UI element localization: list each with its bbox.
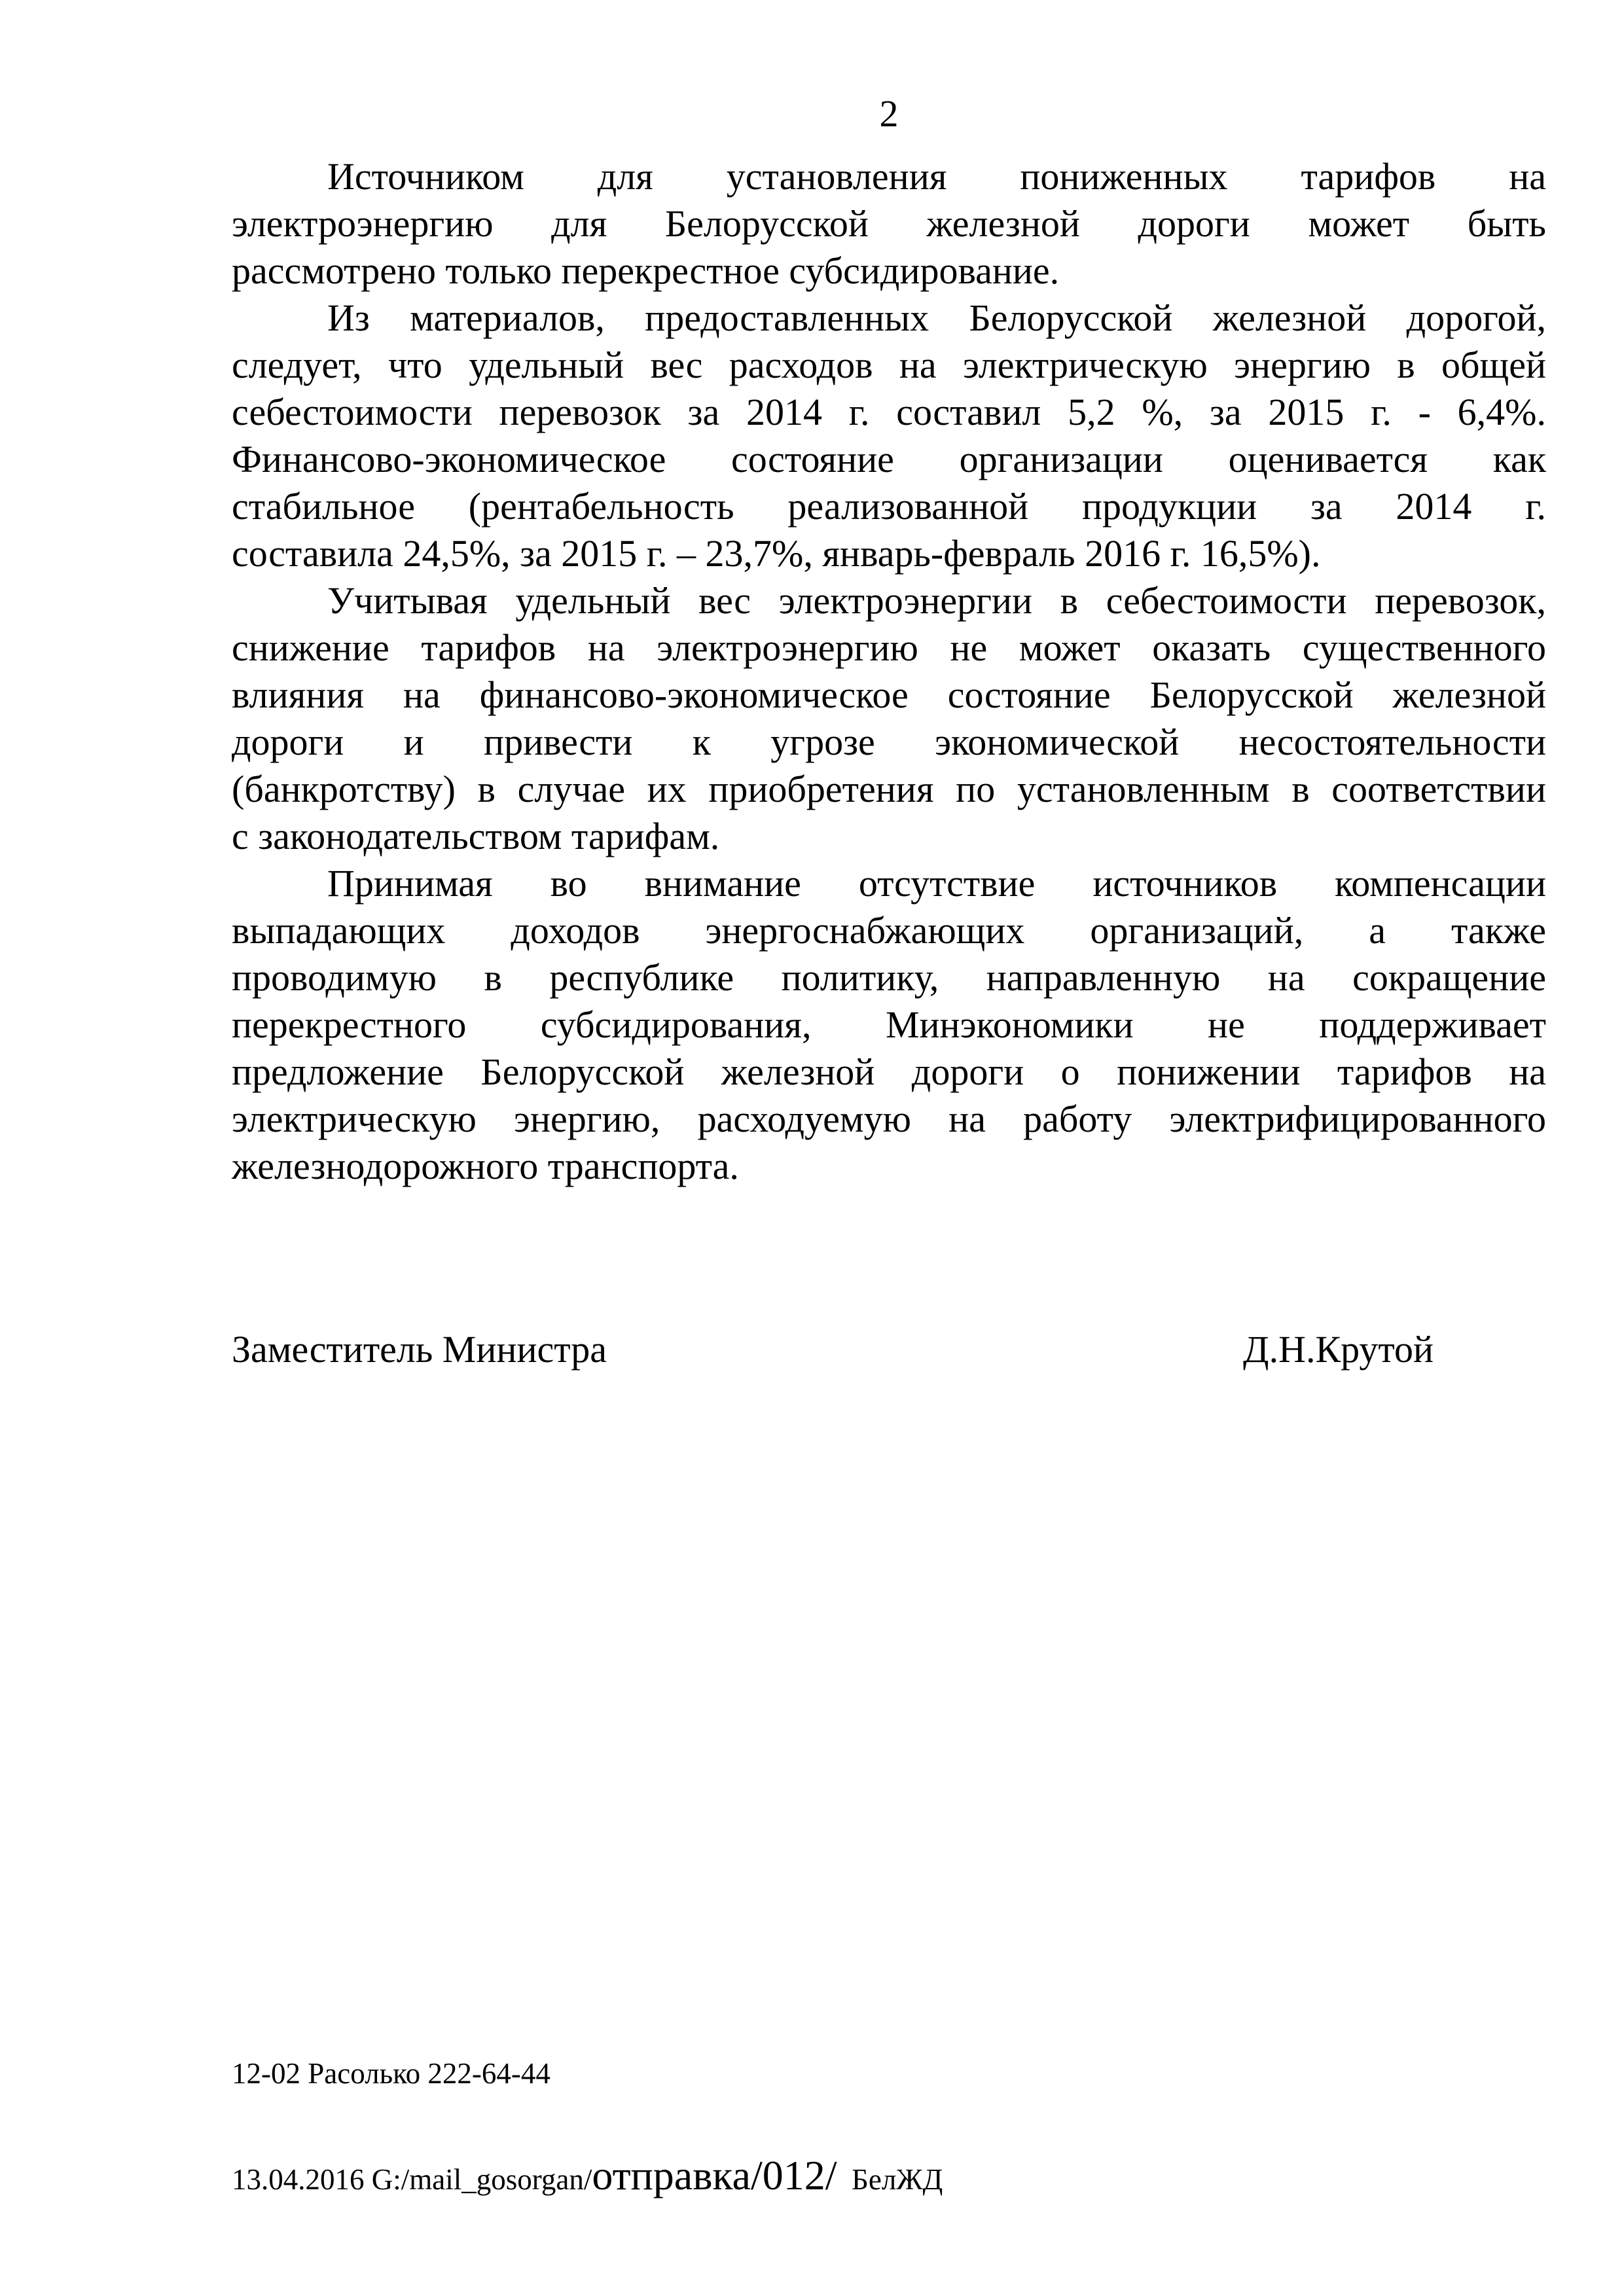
text-line: предложение Белорусской железной дороги о понижении тарифов на — [232, 1050, 1546, 1093]
text-line: Источником для установления пониженных тарифов на — [327, 155, 1546, 198]
footer-filepath-part: отправка/012/ — [592, 2152, 837, 2198]
signature-title: Заместитель Министра — [232, 1328, 607, 1371]
text-line: Из материалов, предоставленных Белорусской железной дорогой, — [327, 296, 1546, 339]
footer-filepath-part: БелЖД — [837, 2163, 943, 2196]
text-line: себестоимости перевозок за 2014 г. составил 5,2 %, за 2015 г. - 6,4%. — [232, 391, 1546, 433]
text-line: (банкротству) в случае их приобретения по установленным в соответствии — [232, 768, 1546, 810]
text-line: влияния на финансово-экономическое состояние Белорусской железной — [232, 673, 1546, 716]
text-line: рассмотрено только перекрестное субсидирование. — [232, 249, 1060, 292]
text-line: железнодорожного транспорта. — [232, 1145, 739, 1187]
page-number: 2 — [879, 92, 899, 135]
signature-row — [232, 1326, 1546, 1373]
letter-body — [232, 153, 1546, 1190]
signature-name: Д.Н.Крутой — [1243, 1328, 1434, 1371]
footer — [232, 1988, 943, 2265]
text-line: Учитывая удельный вес электроэнергии в себестоимости перевозок, — [327, 579, 1546, 622]
text-line: снижение тарифов на электроэнергию не может оказать существенного — [232, 626, 1546, 669]
text-line: электроэнергию для Белорусской железной дороги может быть — [232, 202, 1546, 245]
text-line: проводимую в республике политику, направленную на сокращение — [232, 956, 1546, 999]
text-line: перекрестного субсидирования, Минэкономики не поддерживает — [232, 1003, 1546, 1046]
text-line: стабильное (рентабельность реализованной продукции за 2014 г. — [232, 485, 1546, 528]
footer-filepath — [232, 2152, 943, 2198]
text-line: составила 24,5%, за 2015 г. – 23,7%, январь-февраль 2016 г. 16,5%). — [232, 532, 1321, 575]
footer-reference: 12-02 Расолько 222-64-44 — [232, 2057, 550, 2090]
text-line: дороги и привести к угрозе экономической несостоятельности — [232, 721, 1546, 763]
text-line: выпадающих доходов энергоснабжающих организаций, а также — [232, 909, 1546, 952]
text-line: с законодательством тарифам. — [232, 815, 720, 857]
text-line: Финансово-экономическое состояние организации оценивается как — [232, 438, 1546, 480]
text-line: следует, что удельный вес расходов на электрическую энергию в общей — [232, 344, 1546, 386]
text-line: Принимая во внимание отсутствие источников компенсации — [327, 862, 1546, 905]
text-line: электрическую энергию, расходуемую на работу электрифицированного — [232, 1098, 1546, 1140]
footer-filepath-part: 13.04.2016 G:/mail_gosorgan/ — [232, 2163, 592, 2196]
